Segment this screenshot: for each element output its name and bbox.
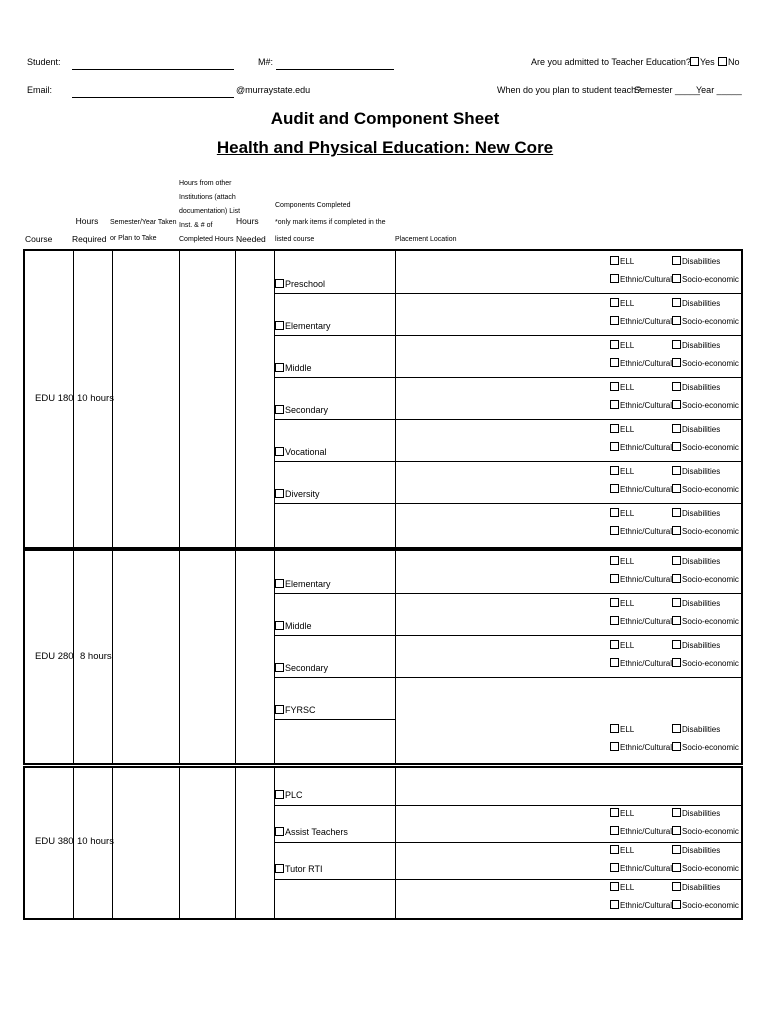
semester-field[interactable]: Semester _____ <box>634 85 701 95</box>
admitted-question: Are you admitted to Teacher Education? <box>531 57 691 67</box>
component-secondary[interactable]: Secondary <box>275 663 328 673</box>
socio-economic-option-label: Socio-economic <box>682 359 739 368</box>
checkbox[interactable] <box>610 298 619 307</box>
disabilities-option-label: Disabilities <box>682 509 721 518</box>
checkbox[interactable] <box>275 363 284 372</box>
checkbox[interactable] <box>610 256 619 265</box>
checkbox[interactable] <box>275 489 284 498</box>
checkbox[interactable] <box>672 845 681 854</box>
checkbox[interactable] <box>672 256 681 265</box>
component-preschool[interactable]: Preschool <box>275 279 325 289</box>
socio-economic-option-label: Socio-economic <box>682 275 739 284</box>
ethnic-cultural-option-label: Ethnic/Cultural <box>620 401 673 410</box>
ell-option-label: ELL <box>620 725 635 734</box>
socio-economic-option[interactable] <box>672 658 739 668</box>
ell-option-label: ELL <box>620 467 635 476</box>
component-middle[interactable]: Middle <box>275 363 312 373</box>
checkbox[interactable] <box>610 526 619 535</box>
checkbox[interactable] <box>672 640 681 649</box>
socio-economic-option[interactable] <box>672 742 739 752</box>
ell-option-label: ELL <box>620 257 635 266</box>
ethnic-cultural-option-label: Ethnic/Cultural <box>620 317 673 326</box>
checkbox[interactable] <box>672 826 681 835</box>
ell-option[interactable] <box>610 508 634 518</box>
ell-option[interactable] <box>610 256 634 266</box>
checkbox[interactable] <box>672 882 681 891</box>
component-secondary[interactable]: Secondary <box>275 405 328 415</box>
socio-economic-option[interactable] <box>672 400 739 410</box>
ethnic-cultural-option-label: Ethnic/Cultural <box>620 617 673 626</box>
checkbox[interactable] <box>610 358 619 367</box>
checkbox[interactable] <box>275 279 284 288</box>
ethnic-cultural-option[interactable] <box>610 658 672 668</box>
col-hours-required-1: Hours <box>75 216 99 226</box>
ethnic-cultural-option-label: Ethnic/Cultural <box>620 659 673 668</box>
socio-economic-option-label: Socio-economic <box>682 317 739 326</box>
socio-economic-option[interactable] <box>672 616 739 626</box>
checkbox[interactable] <box>610 640 619 649</box>
ethnic-cultural-option[interactable] <box>610 358 672 368</box>
disabilities-option[interactable] <box>672 340 720 350</box>
disabilities-option-label: Disabilities <box>682 257 721 266</box>
ethnic-cultural-option-label: Ethnic/Cultural <box>620 275 673 284</box>
ethnic-cultural-option-label: Ethnic/Cultural <box>620 743 673 752</box>
col-semester-1: Semester/Year Taken <box>110 219 177 226</box>
disabilities-option-label: Disabilities <box>682 557 721 566</box>
email-field[interactable] <box>72 97 234 98</box>
ethnic-cultural-option[interactable] <box>610 484 672 494</box>
checkbox[interactable] <box>275 447 284 456</box>
course-name: EDU 280 <box>35 651 74 662</box>
socio-economic-option-label: Socio-economic <box>682 575 739 584</box>
disabilities-option[interactable] <box>672 256 720 266</box>
ethnic-cultural-option[interactable] <box>610 574 672 584</box>
socio-economic-option[interactable] <box>672 863 739 873</box>
checkbox[interactable] <box>275 405 284 414</box>
ell-option[interactable] <box>610 598 634 608</box>
checkbox[interactable] <box>672 424 681 433</box>
section-edu-180 <box>23 249 743 549</box>
disabilities-option-label: Disabilities <box>682 641 721 650</box>
socio-economic-option[interactable] <box>672 826 739 836</box>
socio-economic-option-label: Socio-economic <box>682 485 739 494</box>
ell-option-label: ELL <box>620 341 635 350</box>
disabilities-option-label: Disabilities <box>682 299 721 308</box>
socio-economic-option-label: Socio-economic <box>682 901 739 910</box>
checkbox[interactable] <box>610 466 619 475</box>
ethnic-cultural-option-label: Ethnic/Cultural <box>620 864 673 873</box>
col-components-2: *only mark items if completed in the <box>275 219 386 226</box>
ell-option-label: ELL <box>620 846 635 855</box>
checkbox[interactable] <box>610 274 619 283</box>
checkbox[interactable] <box>672 556 681 565</box>
socio-economic-option[interactable] <box>672 900 739 910</box>
disabilities-option[interactable] <box>672 508 720 518</box>
checkbox[interactable] <box>610 424 619 433</box>
m-number-field[interactable] <box>276 69 394 70</box>
ell-option-label: ELL <box>620 641 635 650</box>
checkbox[interactable] <box>672 274 681 283</box>
student-teach-question: When do you plan to student teach? <box>497 85 642 95</box>
socio-economic-option-label: Socio-economic <box>682 401 739 410</box>
checkbox[interactable] <box>610 382 619 391</box>
col-components-3: listed course <box>275 236 315 243</box>
col-other-1: Hours from other <box>179 180 232 187</box>
ell-option[interactable] <box>610 640 634 650</box>
disabilities-option[interactable] <box>672 424 720 434</box>
course-hours: 10 hours <box>77 836 114 847</box>
course-hours: 8 hours <box>80 651 112 662</box>
socio-economic-option-label: Socio-economic <box>682 443 739 452</box>
ell-option[interactable] <box>610 340 634 350</box>
checkbox[interactable] <box>672 400 681 409</box>
ethnic-cultural-option-label: Ethnic/Cultural <box>620 527 673 536</box>
admitted-yes-option[interactable]: Yes <box>690 57 715 67</box>
course-name: EDU 180 <box>35 393 74 404</box>
disabilities-option-label: Disabilities <box>682 883 721 892</box>
checkbox[interactable] <box>610 508 619 517</box>
checkbox[interactable] <box>672 340 681 349</box>
component-middle[interactable]: Middle <box>275 621 312 631</box>
checkbox[interactable] <box>610 863 619 872</box>
col-course: Course <box>25 234 53 244</box>
col-other-5: Completed Hours <box>179 236 234 243</box>
disabilities-option[interactable] <box>672 466 720 476</box>
component-elementary[interactable]: Elementary <box>275 579 331 589</box>
socio-economic-option[interactable] <box>672 574 739 584</box>
year-field[interactable]: Year _____ <box>696 85 742 95</box>
checkbox[interactable] <box>610 724 619 733</box>
component-tutor-rti[interactable]: Tutor RTI <box>275 864 323 874</box>
ell-option-label: ELL <box>620 425 635 434</box>
no-checkbox[interactable] <box>718 57 727 66</box>
ell-option[interactable] <box>610 724 634 734</box>
ell-option[interactable] <box>610 298 634 308</box>
socio-economic-option-label: Socio-economic <box>682 527 739 536</box>
disabilities-option-label: Disabilities <box>682 725 721 734</box>
socio-economic-option[interactable] <box>672 526 739 536</box>
checkbox[interactable] <box>610 900 619 909</box>
component-elementary[interactable]: Elementary <box>275 321 331 331</box>
component-diversity[interactable]: Diversity <box>275 489 320 499</box>
checkbox[interactable] <box>275 621 284 630</box>
checkbox[interactable] <box>672 658 681 667</box>
checkbox[interactable] <box>275 864 284 873</box>
disabilities-option-label: Disabilities <box>682 809 721 818</box>
checkbox[interactable] <box>610 616 619 625</box>
ethnic-cultural-option[interactable] <box>610 316 672 326</box>
checkbox[interactable] <box>672 382 681 391</box>
socio-economic-option-label: Socio-economic <box>682 617 739 626</box>
ethnic-cultural-option-label: Ethnic/Cultural <box>620 443 673 452</box>
disabilities-option-label: Disabilities <box>682 341 721 350</box>
checkbox[interactable] <box>672 863 681 872</box>
disabilities-option[interactable] <box>672 382 720 392</box>
yes-checkbox[interactable] <box>690 57 699 66</box>
ell-option[interactable] <box>610 382 634 392</box>
disabilities-option-label: Disabilities <box>682 425 721 434</box>
ethnic-cultural-option[interactable] <box>610 863 672 873</box>
disabilities-option[interactable] <box>672 556 720 566</box>
checkbox[interactable] <box>672 742 681 751</box>
ell-option[interactable] <box>610 556 634 566</box>
checkbox[interactable] <box>610 316 619 325</box>
checkbox[interactable] <box>672 808 681 817</box>
ell-option-label: ELL <box>620 509 635 518</box>
component-assist-teachers[interactable]: Assist Teachers <box>275 827 348 837</box>
ethnic-cultural-option[interactable] <box>610 900 672 910</box>
ell-option-label: ELL <box>620 299 635 308</box>
component-fyrsc[interactable]: FYRSC <box>275 705 316 715</box>
checkbox[interactable] <box>610 556 619 565</box>
disabilities-option[interactable] <box>672 808 720 818</box>
checkbox[interactable] <box>672 724 681 733</box>
checkbox[interactable] <box>610 882 619 891</box>
checkbox[interactable] <box>672 466 681 475</box>
checkbox[interactable] <box>672 298 681 307</box>
checkbox[interactable] <box>610 340 619 349</box>
disabilities-option-label: Disabilities <box>682 599 721 608</box>
disabilities-option[interactable] <box>672 598 720 608</box>
page-title: Audit and Component Sheet <box>270 109 500 128</box>
checkbox[interactable] <box>672 616 681 625</box>
col-needed-1: Hours <box>236 216 259 226</box>
checkbox[interactable] <box>672 484 681 493</box>
email-label: Email: <box>27 85 53 95</box>
course-hours: 10 hours <box>77 393 114 404</box>
ell-option-label: ELL <box>620 883 635 892</box>
socio-economic-option[interactable] <box>672 484 739 494</box>
checkbox[interactable] <box>275 827 284 836</box>
ethnic-cultural-option[interactable] <box>610 274 672 284</box>
checkbox[interactable] <box>610 808 619 817</box>
checkbox[interactable] <box>672 316 681 325</box>
checkbox[interactable] <box>672 508 681 517</box>
socio-economic-option-label: Socio-economic <box>682 743 739 752</box>
checkbox[interactable] <box>610 574 619 583</box>
socio-economic-option-label: Socio-economic <box>682 659 739 668</box>
socio-economic-option[interactable] <box>672 358 739 368</box>
page-subtitle: Health and Physical Education: New Core <box>216 138 554 157</box>
checkbox[interactable] <box>275 321 284 330</box>
course-name: EDU 380 <box>35 836 74 847</box>
ethnic-cultural-option[interactable] <box>610 442 672 452</box>
checkbox[interactable] <box>275 579 284 588</box>
col-other-4: Inst. & # of <box>179 222 213 229</box>
disabilities-option[interactable] <box>672 640 720 650</box>
disabilities-option-label: Disabilities <box>682 846 721 855</box>
checkbox[interactable] <box>275 663 284 672</box>
col-components-1: Components Completed <box>275 202 351 209</box>
ell-option-label: ELL <box>620 383 635 392</box>
checkbox[interactable] <box>672 358 681 367</box>
student-label: Student: <box>27 57 61 67</box>
socio-economic-option-label: Socio-economic <box>682 864 739 873</box>
disabilities-option[interactable] <box>672 845 720 855</box>
ell-option[interactable] <box>610 808 634 818</box>
checkbox[interactable] <box>610 742 619 751</box>
ethnic-cultural-option[interactable] <box>610 826 672 836</box>
checkbox[interactable] <box>672 598 681 607</box>
col-hours-required-2: Required <box>72 234 107 244</box>
ell-option[interactable] <box>610 424 634 434</box>
checkbox[interactable] <box>610 484 619 493</box>
col-other-2: Institutions (attach <box>179 194 236 201</box>
col-other-3: documentation) List <box>179 208 241 215</box>
checkbox[interactable] <box>610 658 619 667</box>
ethnic-cultural-option[interactable] <box>610 400 672 410</box>
checkbox[interactable] <box>275 705 284 714</box>
ethnic-cultural-option[interactable] <box>610 742 672 752</box>
ethnic-cultural-option-label: Ethnic/Cultural <box>620 827 673 836</box>
checkbox[interactable] <box>672 900 681 909</box>
ell-option-label: ELL <box>620 557 635 566</box>
component-vocational[interactable]: Vocational <box>275 447 327 457</box>
col-needed-2: Needed <box>236 234 266 244</box>
ethnic-cultural-option-label: Ethnic/Cultural <box>620 485 673 494</box>
checkbox[interactable] <box>610 400 619 409</box>
col-placement: Placement Location <box>395 236 457 243</box>
socio-economic-option[interactable] <box>672 316 739 326</box>
disabilities-option[interactable] <box>672 724 720 734</box>
disabilities-option-label: Disabilities <box>682 467 721 476</box>
disabilities-option[interactable] <box>672 882 720 892</box>
disabilities-option-label: Disabilities <box>682 383 721 392</box>
checkbox[interactable] <box>610 442 619 451</box>
ethnic-cultural-option[interactable] <box>610 526 672 536</box>
checkbox[interactable] <box>610 598 619 607</box>
component-plc[interactable]: PLC <box>275 790 303 800</box>
admitted-no-option[interactable]: No <box>718 57 740 67</box>
ethnic-cultural-option-label: Ethnic/Cultural <box>620 901 673 910</box>
section-edu-380 <box>23 766 743 920</box>
m-number-label: M#: <box>258 57 274 67</box>
checkbox[interactable] <box>672 442 681 451</box>
ethnic-cultural-option[interactable] <box>610 616 672 626</box>
col-semester-2: or Plan to Take <box>110 235 157 242</box>
disabilities-option[interactable] <box>672 298 720 308</box>
socio-economic-option[interactable] <box>672 274 739 284</box>
ell-option-label: ELL <box>620 809 635 818</box>
socio-economic-option[interactable] <box>672 442 739 452</box>
ell-option-label: ELL <box>620 599 635 608</box>
checkbox[interactable] <box>672 526 681 535</box>
ethnic-cultural-option-label: Ethnic/Cultural <box>620 575 673 584</box>
checkbox[interactable] <box>610 845 619 854</box>
checkbox[interactable] <box>610 826 619 835</box>
checkbox[interactable] <box>672 574 681 583</box>
ell-option[interactable] <box>610 466 634 476</box>
ell-option[interactable] <box>610 882 634 892</box>
ethnic-cultural-option-label: Ethnic/Cultural <box>620 359 673 368</box>
ell-option[interactable] <box>610 845 634 855</box>
email-domain: @murraystate.edu <box>236 85 311 95</box>
student-field[interactable] <box>72 69 234 70</box>
socio-economic-option-label: Socio-economic <box>682 827 739 836</box>
checkbox[interactable] <box>275 790 284 799</box>
